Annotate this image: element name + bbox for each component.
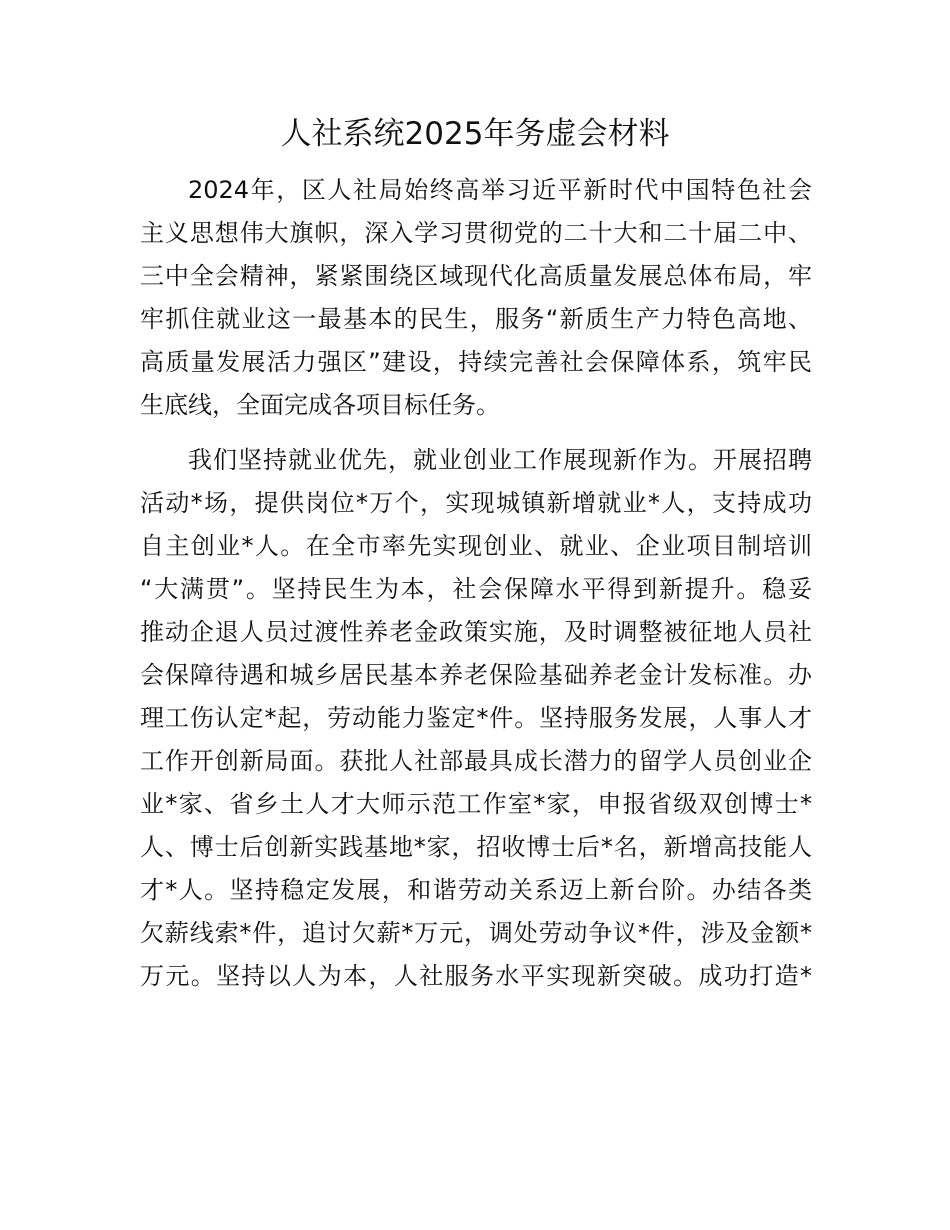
- text-line: 三中全会精神，紧紧围绕区域现代化高质量发展总体布局，牢: [140, 262, 812, 290]
- text-line: 自主创业*人。在全市率先实现创业、就业、企业项目制培训: [140, 532, 812, 560]
- text-line: 2024年，区人社局始终高举习近平新时代中国特色社会: [188, 176, 812, 204]
- text-line: 工作开创新局面。获批人社部最具成长潜力的留学人员创业企: [140, 747, 812, 775]
- text-line: 理工伤认定*起，劳动能力鉴定*件。坚持服务发展，人事人才: [140, 704, 812, 732]
- text-line: 推动企退人员过渡性养老金政策实施，及时调整被征地人员社: [140, 618, 812, 646]
- text-line: 高质量发展活力强区”建设，持续完善社会保障体系，筑牢民: [140, 348, 812, 376]
- document-title: 人社系统2025年务虚会材料: [280, 116, 670, 152]
- text-line: 会保障待遇和城乡居民基本养老保险基础养老金计发标准。办: [140, 661, 812, 689]
- paragraph-2: [140, 439, 812, 998]
- text-line: 活动*场，提供岗位*万个，实现城镇新增就业*人，支持成功: [140, 489, 812, 517]
- text-line: “大满贯”。坚持民生为本，社会保障水平得到新提升。稳妥: [140, 575, 812, 603]
- text-line: 欠薪线索*件，追讨欠薪*万元，调处劳动争议*件，涉及金额*: [140, 919, 812, 947]
- text-line: 我们坚持就业优先，就业创业工作展现新作为。开展招聘: [188, 446, 812, 474]
- text-line: 才*人。坚持稳定发展，和谐劳动关系迈上新台阶。办结各类: [140, 876, 812, 904]
- text-line: 生底线，全面完成各项目标任务。: [140, 391, 500, 419]
- text-line: 牢抓住就业这一最基本的民生，服务“新质生产力特色高地、: [140, 305, 812, 333]
- text-line: 业*家、省乡土人才大师示范工作室*家，申报省级双创博士*: [140, 790, 812, 818]
- text-line: 万元。坚持以人为本，人社服务水平实现新突破。成功打造*: [140, 962, 812, 990]
- paragraph-1: [140, 169, 812, 427]
- text-line: 人、博士后创新实践基地*家，招收博士后*名，新增高技能人: [140, 833, 812, 861]
- text-line: 主义思想伟大旗帜，深入学习贯彻党的二十大和二十届二中、: [140, 219, 812, 247]
